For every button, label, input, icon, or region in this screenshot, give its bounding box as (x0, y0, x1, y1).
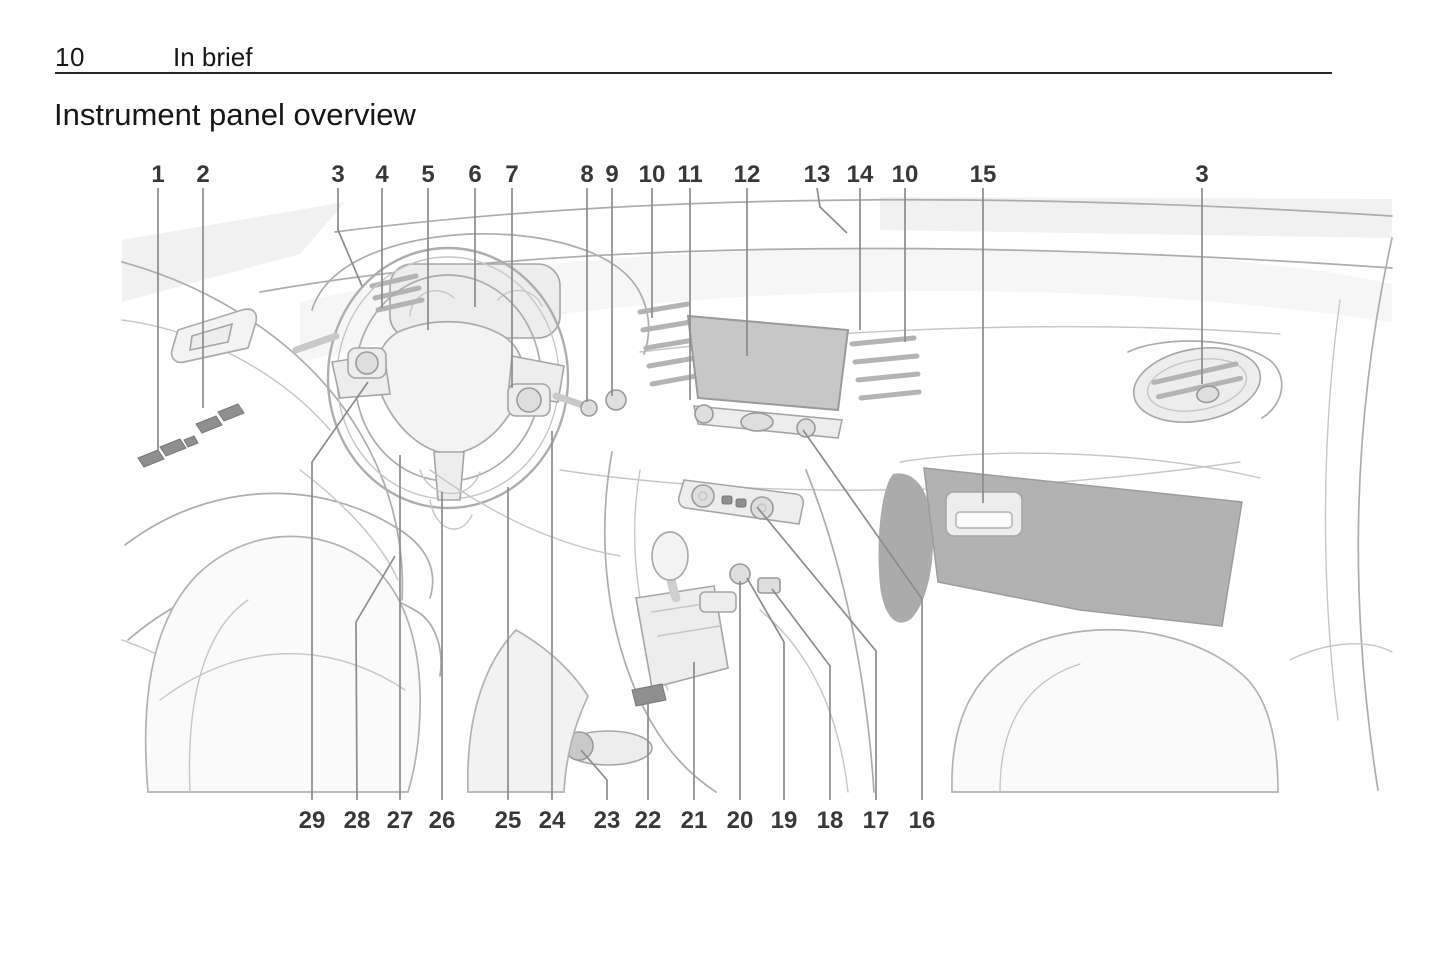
ignition-knob (606, 390, 626, 410)
callout-number: 3 (331, 161, 345, 188)
callout-number: 9 (605, 161, 619, 188)
center-armrest (468, 630, 588, 792)
climate-controls (679, 480, 803, 524)
section-title: In brief (173, 42, 253, 72)
callout-number: 6 (468, 161, 482, 188)
airbag-pad (376, 322, 523, 454)
callout-number: 14 (846, 161, 874, 188)
callout-number: 5 (421, 161, 435, 188)
callout-number: 8 (580, 161, 594, 188)
callout-number: 13 (803, 161, 831, 188)
leader-line (747, 578, 784, 800)
callout-number: 19 (770, 807, 798, 834)
center-display (688, 316, 848, 438)
page-number: 10 (55, 42, 85, 72)
glove-box (900, 453, 1260, 626)
callout-number: 25 (494, 807, 522, 834)
callout-number: 16 (908, 807, 936, 834)
callout-number: 15 (969, 161, 997, 188)
callout-number: 10 (638, 161, 666, 188)
callout-number: 2 (196, 161, 210, 188)
callout-number: 12 (733, 161, 761, 188)
page-title: Instrument panel overview (54, 97, 416, 132)
wiper-stalk-end (581, 400, 597, 416)
callout-number: 24 (538, 807, 566, 834)
callout-number: 10 (891, 161, 919, 188)
callout-number: 4 (375, 161, 389, 188)
callout-number: 21 (680, 807, 708, 834)
callout-number: 7 (505, 161, 519, 188)
leader-line (817, 188, 847, 233)
callout-number: 17 (862, 807, 890, 834)
gear-knob (652, 532, 688, 580)
callout-number: 29 (298, 807, 326, 834)
leader-line (772, 589, 830, 800)
callout-number: 27 (386, 807, 414, 834)
callout-number: 11 (677, 161, 703, 188)
callout-number: 26 (428, 807, 456, 834)
passenger-vent (1128, 338, 1267, 431)
driver-seat (146, 536, 420, 792)
callout-number: 18 (816, 807, 844, 834)
callout-number: 23 (593, 807, 621, 834)
window-switches (138, 404, 244, 467)
callout-number: 28 (343, 807, 371, 834)
console-rect-button (758, 578, 780, 593)
callout-number: 1 (151, 161, 165, 188)
callout-number: 20 (726, 807, 754, 834)
callout-number: 3 (1195, 161, 1209, 188)
callout-number: 22 (634, 807, 662, 834)
